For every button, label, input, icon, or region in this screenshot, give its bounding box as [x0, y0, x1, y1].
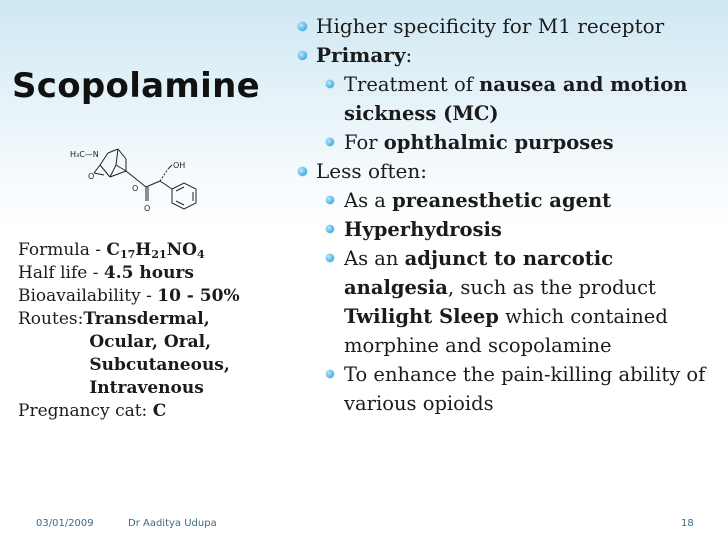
bullet-dot-icon — [326, 254, 334, 262]
bullet-dot-icon — [298, 22, 307, 31]
sub-bullet-item — [296, 215, 726, 244]
structure-label-hydroxyl: OH — [173, 161, 186, 170]
half-life-row — [18, 262, 288, 285]
structure-label-epoxide-oxygen: O — [88, 172, 95, 181]
formula-h-count: 21 — [151, 248, 167, 261]
slide-title: Scopolamine — [12, 66, 260, 106]
bullet-dot-icon — [326, 138, 334, 146]
bullet-dot-icon — [326, 225, 334, 233]
half-life-value: 4.5 hours — [103, 263, 194, 283]
sub-bullet-text: which contained morphine and scopolamine — [344, 305, 668, 357]
formula-c-count: 17 — [119, 248, 136, 261]
pregnancy-row — [18, 400, 288, 423]
route-item: Ocular, Oral, — [89, 332, 212, 352]
sub-bullet-text-bold: nausea and motion sickness (MC) — [344, 73, 688, 125]
sub-bullet-text-bold: Hyperhydrosis — [344, 218, 502, 241]
sub-bullet-item — [296, 186, 726, 215]
bullet-dot-icon — [298, 167, 307, 176]
route-item: Intravenous — [89, 378, 204, 398]
footer-page-number: 18 — [681, 518, 694, 529]
bullet-list — [296, 12, 726, 418]
pregnancy-label: Pregnancy cat: — [18, 401, 153, 421]
sub-bullet-text-bold: adjunct to narcotic analgesia — [344, 247, 614, 299]
bullet-dot-icon — [326, 370, 334, 378]
structure-label-ester-oxygen: O — [132, 184, 139, 193]
bullet-item — [296, 12, 726, 41]
sub-bullet-text: As a — [344, 189, 393, 212]
sub-bullet-text: As an — [344, 247, 405, 270]
routes-row — [18, 308, 288, 400]
formula-label: Formula - — [18, 240, 107, 260]
sub-bullet-item — [296, 70, 704, 128]
route-item: Transdermal, — [83, 309, 210, 329]
structure-label-methylamine: H₃C—N — [70, 150, 99, 159]
bullet-dot-icon — [326, 80, 334, 88]
sub-bullet-text: Treatment of — [344, 73, 480, 96]
formula-o-count: 4 — [197, 248, 205, 261]
route-item: Subcutaneous, — [89, 355, 230, 375]
bullet-text: Less often: — [316, 159, 427, 183]
formula-h: H — [135, 240, 152, 260]
routes-list — [83, 308, 229, 400]
pregnancy-value: C — [152, 401, 167, 421]
formula-rest: NO — [166, 240, 197, 260]
sub-bullet-item — [296, 360, 728, 418]
bullet-item — [296, 157, 726, 186]
footer-author: Dr Aaditya Udupa — [128, 518, 217, 529]
half-life-label: Half life - — [18, 263, 104, 283]
bullet-text: : — [405, 43, 413, 67]
scopolamine-structure-diagram — [60, 135, 210, 225]
sub-bullet-item — [296, 128, 726, 157]
sub-bullet-text: To enhance the pain-killing ability of various opioids — [344, 363, 706, 415]
sub-bullet-text: , such as the product — [447, 276, 656, 299]
sub-bullet-text: For — [344, 131, 384, 154]
sub-bullet-item — [296, 244, 704, 360]
footer-date: 03/01/2009 — [36, 518, 94, 529]
sub-bullet-text-bold: Twilight Sleep — [344, 305, 499, 328]
bullet-dot-icon — [326, 196, 334, 204]
bullet-text: Higher specificity for M1 receptor — [316, 14, 665, 38]
formula-c: C — [106, 240, 120, 260]
bullet-text-bold: Primary — [316, 43, 406, 67]
sub-bullet-text-bold: preanesthetic agent — [392, 189, 612, 212]
bullet-dot-icon — [298, 51, 307, 60]
bioavailability-row — [18, 285, 288, 308]
drug-info-panel — [18, 239, 288, 423]
bullet-item — [296, 41, 726, 70]
formula-row — [18, 239, 288, 262]
sub-bullet-text-bold: ophthalmic purposes — [383, 131, 614, 154]
bioavailability-label: Bioavailability - — [18, 286, 158, 306]
structure-label-carbonyl-oxygen: O — [144, 204, 151, 213]
bioavailability-value: 10 - 50% — [157, 286, 240, 306]
routes-label: Routes: — [18, 309, 84, 329]
